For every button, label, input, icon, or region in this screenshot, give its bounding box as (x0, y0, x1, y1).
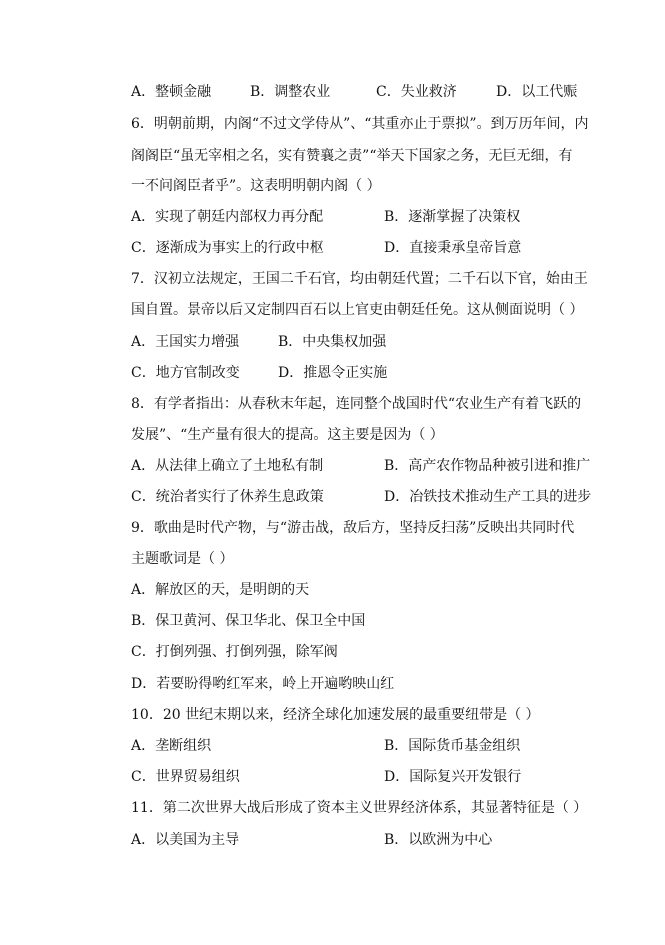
q5-option-c: C．失业救济 (376, 84, 457, 100)
q7-option-b: B．中央集权加强 (278, 334, 387, 350)
q7-option-d: D．推恩令正实施 (278, 365, 388, 381)
q5-option-b: B．调整农业 (250, 84, 331, 100)
q10-option-c: C．世界贸易组织 (131, 769, 240, 785)
q9-stem-line-2: 主题歌词是（ ） (131, 551, 234, 567)
q9-option-d: D．若要盼得哟红军来，岭上开遍哟映山红 (131, 676, 395, 692)
q6-option-a: A．实现了朝廷内部权力再分配 (131, 209, 324, 225)
q6-stem-line-2: 阁阁臣“虽无宰相之名，实有赞襄之责”“举天下国家之务，无巨无细，有 (131, 148, 573, 164)
q8-stem-line-2: 发展”、“生产量有很大的提高。这主要是因为（ ） (131, 427, 444, 443)
q9-option-a: A．解放区的天，是明朗的天 (131, 582, 310, 598)
q6-stem-line-1: 6．明朝前期，内阁“不过文学侍从”、“其重亦止于票拟”。到万历年间，内 (131, 116, 589, 132)
q8-stem-line-1: 8．有学者指出：从春秋末年起，连同整个战国时代“农业生产有着飞跃的 (131, 396, 582, 412)
q5-option-d: D．以工代赈 (496, 84, 578, 100)
q10-option-d: D．国际复兴开发银行 (384, 769, 522, 785)
q10-stem-line-1: 10．20 世纪末期以来，经济全球化加速发展的最重要纽带是（ ） (131, 707, 540, 723)
q8-option-b: B．高产农作物品种被引进和推广 (384, 458, 591, 474)
q8-option-c: C．统治者实行了休养生息政策 (131, 489, 324, 505)
q11-option-a: A．以美国为主导 (131, 832, 240, 848)
q7-stem-line-2: 国自置。景帝以后又定制四百石以上官吏由朝廷任免。这从侧面说明（ ） (131, 302, 584, 318)
q11-option-b: B．以欧洲为中心 (384, 832, 493, 848)
q10-option-b: B．国际货币基金组织 (384, 738, 521, 754)
q11-stem-line-1: 11．第二次世界大战后形成了资本主义世界经济体系，其显著特征是（ ） (131, 800, 588, 816)
q9-option-c: C．打倒列强、打倒列强，除军阀 (131, 644, 338, 660)
q8-option-a: A．从法律上确立了土地私有制 (131, 458, 324, 474)
q7-option-a: A．王国实力增强 (131, 334, 240, 350)
q6-stem-line-3: 一不问阁臣者乎”。这表明明朝内阁（ ） (131, 178, 381, 194)
q10-option-a: A．垄断组织 (131, 738, 212, 754)
q6-option-d: D．直接秉承皇帝旨意 (384, 240, 522, 256)
q8-option-d: D．冶铁技术推动生产工具的进步 (384, 489, 592, 505)
q7-stem-line-1: 7．汉初立法规定，王国二千石官，均由朝廷代置；二千石以下官，始由王 (131, 271, 588, 287)
q6-option-c: C．逐渐成为事实上的行政中枢 (131, 240, 324, 256)
q7-option-c: C．地方官制改变 (131, 365, 240, 381)
q5-option-a: A．整顿金融 (131, 84, 212, 100)
q6-option-b: B．逐渐掌握了决策权 (384, 209, 521, 225)
q9-stem-line-1: 9．歌曲是时代产物，与“游击战，敌后方，坚持反扫荡”反映出共同时代 (131, 520, 575, 536)
q9-option-b: B．保卫黄河、保卫华北、保卫全中国 (131, 613, 366, 629)
